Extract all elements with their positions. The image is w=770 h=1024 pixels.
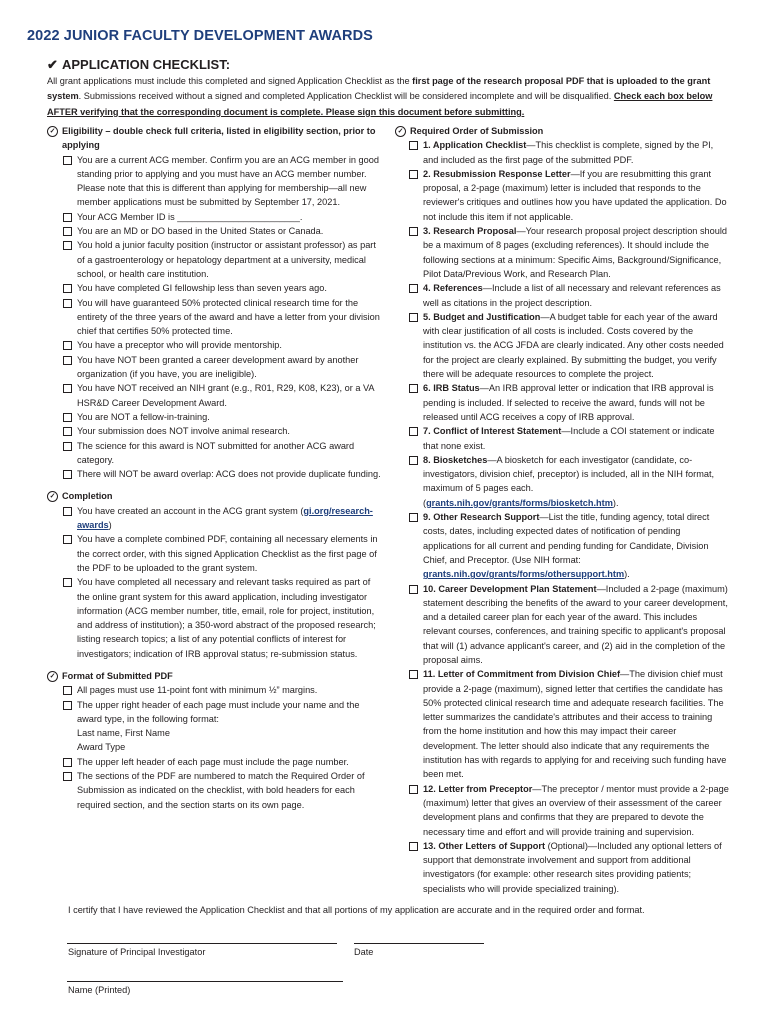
checkbox[interactable] bbox=[63, 299, 72, 308]
order-item-text: (Optional)—Included any optional letters of support that demonstrate involvement and support from additional investigators (for example: other research sites providing patients; specialists who will provide specialized training). bbox=[423, 840, 722, 894]
checkbox[interactable] bbox=[409, 170, 418, 179]
checkbox[interactable] bbox=[409, 670, 418, 679]
order-item[interactable] bbox=[395, 424, 730, 453]
order-item[interactable] bbox=[395, 167, 730, 224]
order-item-title: 3. Research Proposal bbox=[423, 226, 517, 237]
checklist-item[interactable] bbox=[47, 210, 382, 224]
order-item-text: —This checklist is complete, signed by the PI, and included as the first page of the submitted PDF. bbox=[423, 140, 714, 165]
page-title: 2022 JUNIOR FACULTY DEVELOPMENT AWARDS bbox=[27, 28, 373, 44]
item-text: You have a complete combined PDF, containing all necessary elements in the correct order, with this signed Application Checklist as the first page of the PDF to be uploaded to the grant system. bbox=[77, 534, 378, 573]
checkbox[interactable] bbox=[63, 384, 72, 393]
checkbox[interactable] bbox=[409, 313, 418, 322]
completion-heading-text: Completion bbox=[62, 491, 113, 502]
check-circle-icon: ✓ bbox=[47, 671, 58, 682]
item-text: All pages must use 11-point font with minimum ½” margins. bbox=[77, 685, 318, 696]
intro-bold: first page of the research proposal PDF that is uploaded to the grant system bbox=[47, 76, 711, 102]
format-list bbox=[47, 683, 382, 726]
checklist-item[interactable] bbox=[47, 224, 382, 238]
order-item[interactable] bbox=[395, 310, 730, 381]
item-text: There will NOT be award overlap: ACG does not provide duplicate funding. bbox=[77, 469, 381, 480]
checklist-item[interactable] bbox=[47, 683, 382, 697]
certification-statement: I certify that I have reviewed the Application Checklist and that all portions of my application are accurate and in the required order and format. bbox=[68, 905, 645, 915]
check-circle-icon: ✓ bbox=[47, 126, 58, 137]
checklist-item[interactable] bbox=[47, 353, 382, 382]
checkmark-icon: ✔ bbox=[47, 57, 58, 72]
item-text: You are an MD or DO based in the United States or Canada. bbox=[77, 226, 324, 237]
eligibility-heading-text: Eligibility – double check full criteria, listed in eligibility section, prior to applying bbox=[62, 126, 376, 151]
order-item-text: —If you are resubmitting this grant proposal, a 2-page (maximum) letter is included that responds to the reviewer's critiques and outlines how you have updated the application. Do not include this item if not applicable. bbox=[423, 168, 727, 222]
format-example-name: Last name, First Name bbox=[77, 728, 170, 739]
intro-paragraph bbox=[47, 74, 727, 120]
order-item[interactable] bbox=[395, 281, 730, 310]
eligibility-heading bbox=[47, 124, 382, 153]
order-item-text: —Include a list of all necessary and relevant references as well as citations in the project description. bbox=[423, 283, 721, 308]
item-text: You have completed all necessary and relevant tasks required as part of the online grant system for this award application, including investigator information (ACG member number, title, email, role for project, institution, and address of institution); a 350-word abstract of the proposed research; listing research topics; a list of any potential conflicts of interest for investigators; indication of IRB approval status; re-submission status. bbox=[77, 577, 376, 659]
order-item[interactable] bbox=[395, 453, 730, 510]
checkbox[interactable] bbox=[63, 470, 72, 479]
order-item-title: 8. Biosketches bbox=[423, 454, 488, 465]
checkbox[interactable] bbox=[63, 427, 72, 436]
item-text: The upper left header of each page must include the page number. bbox=[77, 756, 349, 767]
checklist-heading bbox=[47, 57, 230, 73]
order-item-text: —A budget table for each year of the award with clear justification of all costs is included. Costs covered by the institution vs. the ACG JFDA are clearly indicated. Any other costs needed for the project are clearly explained. By submitting the budget, you verify there will be adequate resources to complete the project. bbox=[423, 311, 724, 380]
order-item-link[interactable]: grants.nih.gov/grants/forms/biosketch.htm bbox=[426, 497, 613, 508]
intro-text: All grant applications must include this completed and signed Application Checklist as the bbox=[47, 76, 413, 86]
check-circle-icon: ✓ bbox=[395, 126, 406, 137]
checkbox[interactable] bbox=[63, 284, 72, 293]
date-line[interactable] bbox=[354, 943, 484, 944]
order-item[interactable] bbox=[395, 582, 730, 668]
order-item-text: —The division chief must provide a 2-page (maximum), signed letter that certifies the candidate has 50% protected clinical research time and adequate research facilities. The letter summarizes the candidate's attributes and their access to training from the home institution and how this may impact their career development. The letter should also indicate that any requirements the institution has with regards to applying for and receiving such funding have been met. bbox=[423, 669, 727, 780]
checklist-item[interactable] bbox=[47, 238, 382, 281]
item-text: You hold a junior faculty position (instructor or assistant professor) as part of a gastroenterology or hepatology department at a university, medical school, or health care institution. bbox=[77, 240, 376, 279]
order-item[interactable] bbox=[395, 138, 730, 167]
item-text: You have completed GI fellowship less than seven years ago. bbox=[77, 283, 327, 294]
checklist-item[interactable] bbox=[47, 281, 382, 295]
order-item-text: —Included a 2-page (maximum) statement describing the benefits of the award to your career development, and a detailed career plan for each year of the award. This includes relevant courses, conferences, and training specific to applicant's proposal that will (1) advance applicant's career, and (2) aid in the completion of the proposal aims. bbox=[423, 583, 728, 665]
checklist-item[interactable] bbox=[47, 410, 382, 424]
order-item-title: 11. Letter of Commitment from Division Chief bbox=[423, 669, 621, 680]
order-item-text-end: ). bbox=[612, 497, 619, 508]
format-heading-text: Format of Submitted PDF bbox=[62, 670, 173, 681]
order-item-title: 13. Other Letters of Support bbox=[423, 840, 546, 851]
order-item[interactable] bbox=[395, 510, 730, 581]
order-heading bbox=[395, 124, 730, 138]
checkbox[interactable] bbox=[63, 341, 72, 350]
checkbox[interactable] bbox=[409, 141, 418, 150]
format-list-2 bbox=[47, 755, 382, 812]
item-text: Your submission does NOT involve animal research. bbox=[77, 426, 290, 437]
eligibility-list bbox=[47, 153, 382, 482]
order-item[interactable] bbox=[395, 839, 730, 896]
checklist-item[interactable] bbox=[47, 504, 382, 533]
order-item-text: —A biosketch for each investigator (candidate, co-investigators, division chief, preceptor) is included, all in the NIH format, maximum of 5 pages each. ( bbox=[423, 454, 715, 508]
checklist-item[interactable] bbox=[47, 296, 382, 339]
checkbox[interactable] bbox=[63, 578, 72, 587]
checkbox[interactable] bbox=[63, 686, 72, 695]
format-heading bbox=[47, 669, 382, 683]
checklist-item[interactable] bbox=[47, 769, 382, 812]
order-item[interactable] bbox=[395, 224, 730, 281]
item-text: You have created an account in the ACG grant system ( bbox=[77, 505, 304, 516]
checkbox[interactable] bbox=[409, 227, 418, 236]
checkbox[interactable] bbox=[63, 507, 72, 516]
checklist-item[interactable] bbox=[47, 153, 382, 210]
item-text: ) bbox=[108, 520, 112, 531]
order-item-title: 6. IRB Status bbox=[423, 383, 480, 394]
checkbox[interactable] bbox=[63, 701, 72, 710]
order-item-title: 7. Conflict of Interest Statement bbox=[423, 426, 562, 437]
checkbox[interactable] bbox=[63, 227, 72, 236]
checkbox[interactable] bbox=[409, 427, 418, 436]
checklist-item[interactable] bbox=[47, 532, 382, 575]
checklist-heading-text: APPLICATION CHECKLIST: bbox=[62, 57, 231, 72]
order-heading-text: Required Order of Submission bbox=[410, 126, 544, 136]
format-example-award: Award Type bbox=[77, 742, 126, 753]
signature-label: Signature of Principal Investigator bbox=[68, 947, 206, 957]
order-item-text: —Include a COI statement or indicate that none exist. bbox=[423, 426, 715, 451]
checklist-item[interactable] bbox=[47, 424, 382, 438]
order-item-title: 9. Other Research Support bbox=[423, 512, 540, 523]
order-item-title: 12. Letter from Preceptor bbox=[423, 783, 533, 794]
intro-text-2: . Submissions received without a signed and completed Application Checklist will be considered incomplete and will be disqualified. bbox=[78, 91, 614, 102]
order-list bbox=[395, 138, 730, 896]
completion-heading bbox=[47, 489, 382, 503]
item-text: The upper right header of each page must include your name and the award type, in the following format: bbox=[77, 699, 360, 724]
checkbox[interactable] bbox=[63, 156, 72, 165]
checkbox[interactable] bbox=[63, 772, 72, 781]
signature-line[interactable] bbox=[67, 943, 337, 944]
order-item-text: —Your research proposal project description should be a maximum of 8 pages (excluding references). It should include the following sections at a minimum: Specific Aims, Background/Significance, Pilot Data/Previous Work, and Research Plan. bbox=[423, 226, 728, 279]
checklist-item[interactable] bbox=[47, 575, 382, 661]
order-item-title: 1. Application Checklist bbox=[423, 140, 527, 151]
checklist-item[interactable] bbox=[47, 439, 382, 468]
item-text: You will have guaranteed 50% protected clinical research time for the entirety of the three years of the award and have a letter from your division chief that certifies 50% protected time. bbox=[77, 297, 380, 337]
checkbox[interactable] bbox=[63, 413, 72, 422]
order-item-text: —An IRB approval letter or indication that IRB approval is pending is included. If selected to receive the award, funds will not be released until ACG receives a copy of IRB approval. bbox=[423, 383, 714, 422]
order-item-title: 5. Budget and Justification bbox=[423, 311, 541, 322]
checkbox[interactable] bbox=[409, 384, 418, 393]
order-item-text-end: ). bbox=[624, 569, 630, 580]
item-text: You have NOT been granted a career development award by another organization (if you have, you are ineligible). bbox=[77, 354, 359, 380]
order-item-text: —List the title, funding agency, total direct costs, dates, including expected dates of notification of pending applications for all current and pending funding for Candidate, Division Chief, and Preceptor. (Use NIH format: bbox=[423, 512, 710, 565]
grant-system-link[interactable]: gi.org/research-awards bbox=[77, 505, 373, 531]
date-label: Date bbox=[354, 947, 374, 957]
left-column bbox=[47, 124, 382, 812]
item-text: Your ACG Member ID is ________________________. bbox=[77, 211, 303, 222]
checkbox[interactable] bbox=[63, 213, 72, 222]
intro-instruction: Check each box below AFTER verifying that the corresponding document is complete. Please sign this document before submitting. bbox=[47, 91, 713, 117]
checkbox[interactable] bbox=[63, 535, 72, 544]
item-text: The sections of the PDF are numbered to match the Required Order of Submission as indicated on the checklist, with bold headers for each required section, and the section starts on its own page. bbox=[77, 771, 365, 810]
order-item[interactable] bbox=[395, 782, 730, 839]
order-item-title: 4. References bbox=[423, 283, 483, 294]
item-text: You are NOT a fellow-in-training. bbox=[77, 411, 210, 422]
checkbox[interactable] bbox=[409, 456, 418, 465]
order-item-title: 2. Resubmission Response Letter bbox=[423, 168, 571, 179]
checklist-item[interactable] bbox=[47, 755, 382, 769]
checkbox[interactable] bbox=[63, 758, 72, 767]
checkbox[interactable] bbox=[63, 356, 72, 365]
checkbox[interactable] bbox=[409, 284, 418, 293]
checklist-item[interactable] bbox=[47, 381, 382, 410]
name-line[interactable] bbox=[67, 981, 343, 982]
checkbox[interactable] bbox=[63, 241, 72, 250]
order-item-link[interactable]: grants.nih.gov/grants/forms/othersupport.htm bbox=[423, 569, 625, 580]
check-circle-icon: ✓ bbox=[47, 491, 58, 502]
completion-list bbox=[47, 532, 382, 661]
checklist-item[interactable] bbox=[47, 338, 382, 352]
right-column bbox=[395, 124, 730, 896]
item-text: You have NOT received an NIH grant (e.g., R01, R29, K08, K23), or a VA HSR&D Career Development Award. bbox=[77, 383, 375, 408]
item-text: You have a preceptor who will provide mentorship. bbox=[77, 340, 282, 351]
checkbox[interactable] bbox=[409, 585, 418, 594]
order-item-title: 10. Career Development Plan Statement bbox=[423, 583, 597, 594]
checkbox[interactable] bbox=[409, 513, 418, 522]
order-item[interactable] bbox=[395, 381, 730, 424]
checklist-item[interactable] bbox=[47, 467, 382, 481]
checkbox[interactable] bbox=[409, 785, 418, 794]
order-item-text: —The preceptor / mentor must provide a 2-page (maximum) letter that gives an overview of their assessment of the career development plans and confirms that they are prepared to devote the necessary time and effort and will provide training and supervision. bbox=[423, 783, 729, 837]
order-item[interactable] bbox=[395, 667, 730, 781]
checkbox[interactable] bbox=[409, 842, 418, 851]
item-text: The science for this award is NOT submitted for another ACG award category. bbox=[77, 440, 355, 465]
checklist-item[interactable] bbox=[47, 698, 382, 727]
checkbox[interactable] bbox=[63, 442, 72, 451]
name-label: Name (Printed) bbox=[68, 985, 131, 995]
item-text: You are a current ACG member. Confirm you are an ACG member in good standing prior to applying and you must have an ACG member number. Please note that this is different than applying for membership—all new member applications must be submitted by September 17, 2021. bbox=[77, 154, 379, 208]
